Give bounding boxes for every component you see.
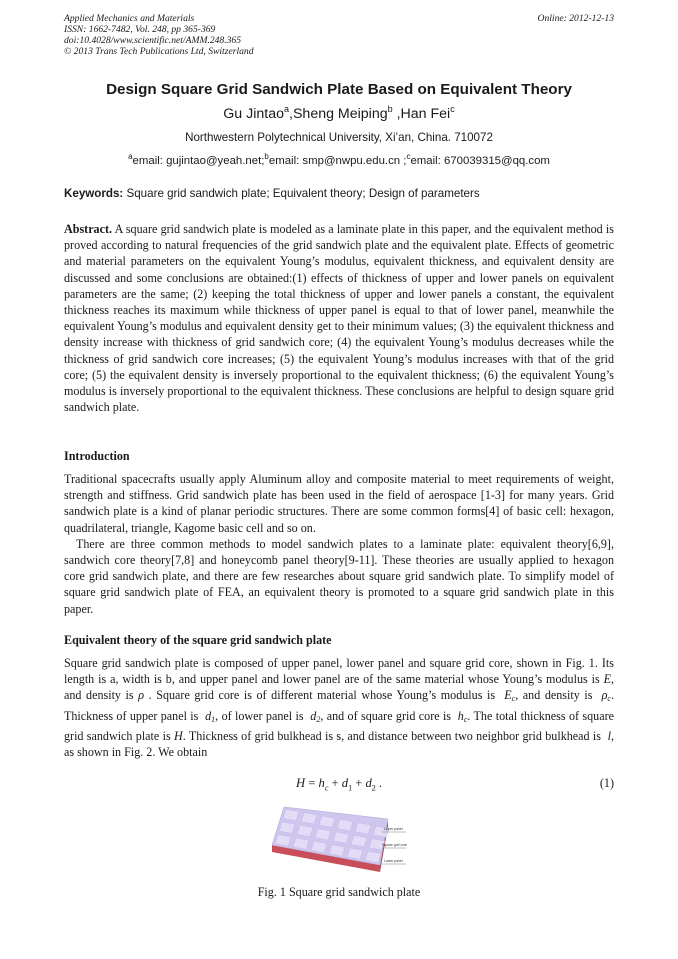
symbol-d1: d: [205, 708, 212, 723]
sandwich-plate-figure: [268, 805, 418, 875]
email-mark: a: [128, 152, 133, 161]
affiliation: Northwestern Polytechnical University, Xi’an, China. 710072: [185, 131, 493, 144]
email-list: [0, 152, 678, 167]
email-mark: b: [264, 152, 269, 161]
author-name: Sheng Meiping: [292, 106, 388, 122]
subscript-1: 1: [211, 714, 216, 724]
author-separator: ,: [289, 106, 293, 122]
section-heading-introduction: Introduction: [64, 449, 130, 463]
label-square-grid-core: Square grid core: [382, 843, 408, 847]
keywords-text: Square grid sandwich plate; Equivalent theory; Design of parameters: [123, 187, 480, 200]
eq-plus: +: [352, 776, 366, 790]
subscript-c: c: [607, 694, 611, 704]
issn-line: ISSN: 1662-7482, Vol. 248, pp 365-369: [64, 24, 216, 35]
copyright-line: © 2013 Trans Tech Publications Ltd, Switzerland: [64, 46, 254, 57]
eq-plus: +: [328, 776, 342, 790]
author-mark: a: [284, 104, 290, 114]
eq-sub-2: 2: [371, 783, 376, 793]
equivalent-theory-body: [64, 655, 614, 760]
text-run: , and of square grid core is: [320, 708, 455, 723]
online-date: Online: 2012-12-13: [537, 13, 614, 24]
eq-sub-1: 1: [348, 783, 353, 793]
label-lower-panel: Lower panel: [384, 859, 403, 863]
paragraph: Traditional spacecrafts usually apply Aluminum alloy and composite material to meet requirements of weight, strength and stiffness. Grid sandwich plate has been used in the field of aerospace [1-3] for many years. Grid sandwich plate is a kind of planar periodic structures. There are some common forms[4] of basic cell: hexagon, quadrilateral, triangle, Kagome basic cell and so on.: [64, 472, 614, 535]
text-run: Square grid sandwich plate is composed of upper panel, lower panel and square grid core, shown in Fig. 1. Its length is a, width is b, and upper panel and lower panel are of the same material whose Young’s modulus is: [64, 656, 614, 687]
text-run: , and density is: [64, 672, 614, 703]
symbol-d2: d: [310, 708, 317, 723]
eq-d: d: [365, 776, 372, 790]
keywords-label: Keywords:: [64, 187, 124, 200]
subscript-c: c: [463, 714, 468, 724]
symbol-hc: h: [457, 708, 464, 723]
author-separator: ,: [392, 106, 401, 122]
eq-sub-c: c: [324, 783, 329, 793]
author-list: [0, 104, 678, 122]
email-text: email: 670039315@qq.com: [410, 155, 550, 167]
text-run: , of lower panel is: [215, 708, 307, 723]
figure-caption: Fig. 1 Square grid sandwich plate: [257, 885, 421, 899]
abstract-label: Abstract.: [64, 222, 113, 236]
email-mark: c: [406, 152, 411, 161]
eq-end: .: [375, 776, 383, 790]
symbol-H: H: [173, 728, 183, 743]
author-name: Han Fei: [400, 106, 451, 122]
text-run: . Thickness of upper panel is: [64, 688, 615, 723]
keywords: [64, 187, 480, 200]
equation-1: [296, 776, 382, 793]
symbol-rho: ρ: [138, 688, 145, 703]
subscript-c: c: [511, 694, 516, 704]
symbol-l: l: [607, 728, 611, 743]
text-run: . Thickness of grid bulkhead is s, and distance between two neighbor grid bulkhead is: [182, 728, 605, 743]
author-name: Gu Jintao: [223, 106, 284, 122]
author-mark: c: [450, 104, 455, 114]
journal-header: [64, 13, 254, 57]
symbol-rhoc: ρ: [601, 688, 608, 703]
paragraph: [64, 655, 614, 760]
equation-number: (1): [599, 776, 614, 790]
paragraph: There are three common methods to model sandwich plates to a laminate plate: equivalent theory[6,9], sandwich core theory[7,8] and honeycomb panel theory[9-11]. These theories are usually applied to hexagon core grid sandwich plate, and there are few researches about square grid sandwich plate. To simplify model of square grid sandwich plate of FEA, an equivalent theory is promoted to a square grid sandwich plate in this paper.: [64, 536, 614, 616]
symbol-Ec: E: [504, 688, 512, 703]
text-run: . Square grid core is of different material whose Young’s modulus is: [148, 688, 500, 703]
doi-line: doi:10.4028/www.scientific.net/AMM.248.365: [64, 35, 242, 46]
eq-H: H: [296, 776, 306, 790]
subscript-2: 2: [316, 714, 321, 724]
text-run: . The total thickness of square grid sandwich plate is: [64, 708, 614, 743]
eq-d: d: [341, 776, 349, 790]
email-text: email: smp@nwpu.edu.cn ;: [268, 155, 407, 167]
abstract-text: A square grid sandwich plate is modeled as a laminate plate in this paper, and the equivalent method is proved according to natural frequencies of the grid sandwich plate and the equivalent plate. Effects of geometric and material parameters on the equivalent Young’s modulus, equivalent thickness, and equivalent density are discussed and some conclusions are obtained:(1) effects of thickness of upper and lower panels on equivalent parameters are the same; (2) keeping the total thickness of upper and lower panels a constant, the equivalent thickness reaches its maximum while thickness of upper panel is equal to that of lower panel, meanwhile the equivalent Young’s modulus and equivalent density get to their minimum values; (3) the equivalent thickness and density increase with thickness of grid sandwich core; (4) the equivalent Young’s modulus decreases while the thickness of grid sandwich core increases; (5) the equivalent Young’s modulus increases with that of the grid core; (5) the equivalent density is inversely proportional to the equivalent thickness; (6) the equivalent Young’s modulus is inversely proportional to the equivalent thickness. These conclusions are helpful to design square grid sandwich plate.: [64, 222, 614, 415]
label-upper-panel: Upper panel: [384, 827, 403, 831]
text-run: , and density is: [515, 688, 598, 703]
abstract: [64, 221, 614, 415]
symbol-E: E: [603, 672, 611, 687]
section-heading-equivalent-theory: Equivalent theory of the square grid sandwich plate: [64, 633, 332, 647]
email-text: email: gujintao@yeah.net;: [132, 155, 265, 167]
eq-h: h: [318, 776, 325, 790]
journal-name: Applied Mechanics and Materials: [64, 13, 195, 24]
author-mark: b: [387, 104, 393, 114]
text-run: , as shown in Fig. 2. We obtain: [64, 728, 614, 760]
introduction-body: [64, 471, 614, 617]
eq-equals: =: [305, 776, 319, 790]
paper-title: Design Square Grid Sandwich Plate Based on Equivalent Theory: [106, 81, 572, 98]
